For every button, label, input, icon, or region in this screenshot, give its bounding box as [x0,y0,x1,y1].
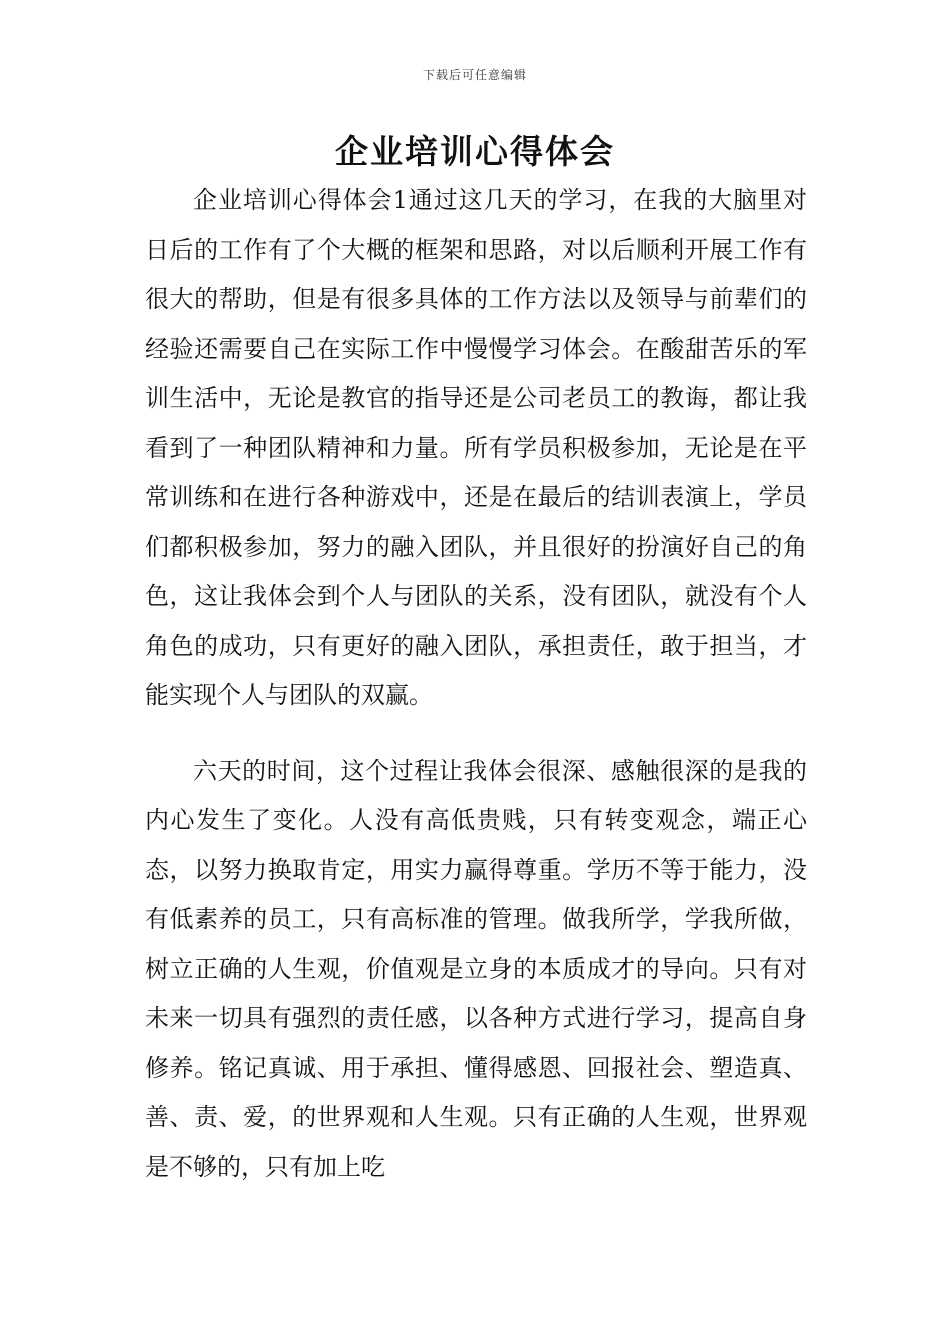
document-body [145,176,807,1192]
document-title: 企业培训心得体会 [335,132,615,171]
header-note: 下载后可任意编辑 [422,68,527,82]
paragraph-2: 六天的时间，这个过程让我体会很深、感触很深的是我的内心发生了变化。人没有高低贵贱，只有转变观念，端正心态，以努力换取肯定，用实力赢得尊重。学历不等于能力，没有低素养的员工，只有高标准的管理。做我所学，学我所做，树立正确的人生观，价值观是立身的本质成才的导向。只有对未来一切具有强烈的责任感，以各种方式进行学习，提高自身修养。铭记真诚、用于承担、懂得感恩、回报社会、塑造真、善、责、爱，的世界观和人生观。只有正确的人生观，世界观是不够的，只有加上吃 [145,756,807,1181]
paragraph-1: 企业培训心得体会1通过这几天的学习，在我的大脑里对日后的工作有了个大概的框架和思路，对以后顺利开展工作有很大的帮助，但是有很多具体的工作方法以及领导与前辈们的经验还需要自己在实际工作中慢慢学习体会。在酸甜苦乐的军训生活中，无论是教官的指导还是公司老员工的教诲，都让我看到了一种团队精神和力量。所有学员积极参加，无论是在平常训练和在进行各种游戏中，还是在最后的结训表演上，学员们都积极参加，努力的融入团队，并且很好的扮演好自己的角色，这让我体会到个人与团队的关系，没有团队，就没有个人角色的成功，只有更好的融入团队，承担责任，敢于担当，才能实现个人与团队的双赢。 [145,186,807,709]
